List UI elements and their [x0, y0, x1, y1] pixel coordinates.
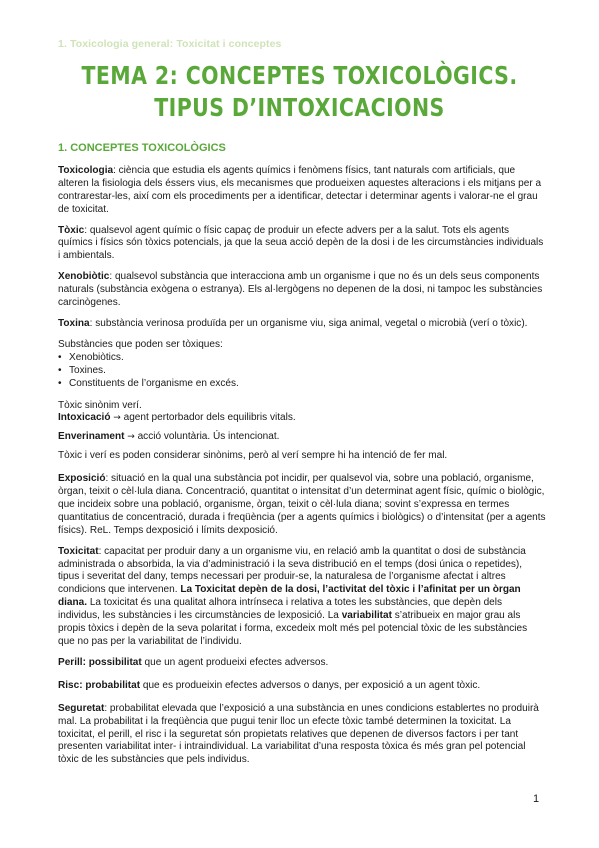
term: Risc: probabilitat [58, 679, 141, 691]
running-header: 1. Toxicologia general: Toxicitat i conceptes [58, 38, 282, 50]
term: Exposició [58, 473, 106, 485]
bold-statement: La Toxicitat depèn de la dosi, l’activitat del tòxic i l’afinitat per un òrgan diana. [58, 584, 521, 609]
bold-term: variabilitat [341, 610, 392, 622]
definition-xenobiotic [58, 271, 546, 310]
page-title [54, 60, 545, 124]
title-line-1: TEMA 2: CONCEPTES TOXICOLÒGICS. [81, 61, 518, 90]
arrow-icon: → [113, 413, 121, 424]
term: Tòxic [58, 224, 85, 236]
section-heading: 1. CONCEPTES TOXICOLÒGICS [58, 142, 226, 154]
definition-toxicitat [58, 546, 546, 649]
definition-text: La toxicitat és una qualitat alhora intrínseca i relativa a totes les substàncies, que depèn dels individus, les substàncies i les circumstàncies de lexposició. La [58, 597, 503, 622]
definition-text: : substància verinosa produïda per un organisme viu, siga animal, vegetal o microbià (verí o tòxic). [89, 317, 528, 329]
definition-text: : qualsevol agent químic o físic capaç de produir un efecte advers per a la salut. Tots els agents químics i físics són tòxics potencials, ja que la seua acció depèn de la dosi i de les circumstàncies individuals i ambientals. [58, 224, 544, 262]
definition-text: : probabilitat elevada que l’exposició a una substància en unes condicions establertes no produirà mal. La probabilitat i la freqüència que pugui tenir lloc un efecte tòxic també determinen la toxicitat. La toxicitat, el perill, el risc i la seguretat són propietats relatives que depenen de diversos factors i per tant presenten variabilitat inter- i intraindividual. La variabilitat d’una resposta tòxica és més gran pel potencial tòxic de les substàncies que pels individus. [58, 702, 539, 766]
term: Toxicitat [58, 545, 99, 557]
list-item: • Constituents de l’organisme en excés. [58, 378, 546, 391]
term: Perill: possibilitat [58, 656, 142, 668]
definition-toxic [58, 225, 546, 264]
term: Intoxicació [58, 412, 111, 424]
definition-text: : ciència que estudia els agents químics i fenòmens físics, tant naturals com artificials, que alteren la fisiologia dels éssers vius, els mecanismes que produeixen aquestes alteracions i els mitjans per a contrarestar-les, així com els procediments per a identificar, detectar i determinar agents i valorar-ne el grau de toxicitat. [58, 164, 542, 215]
term: Seguretat [58, 702, 105, 714]
definition-seguretat [58, 703, 546, 768]
definition-perill [58, 657, 546, 670]
arrow-icon: → [127, 432, 135, 443]
note-text: agent pertorbador dels equilibris vitals. [120, 412, 296, 424]
toxic-substances-intro: Substàncies que poden ser tòxiques: [58, 338, 223, 350]
document-body [58, 142, 546, 775]
synonym-note: Tòxic sinònim verí. [58, 399, 142, 411]
definition-text: : qualsevol substància que interacciona amb un organisme i que no és un dels seus components naturals (substància exògena o estranya). Els al·lergògens no depenen de la dosi, ni tampoc les substàncies carcinògenes. [58, 271, 543, 309]
list-item: • Toxines. [58, 365, 546, 378]
title-line-2: TIPUS D’INTOXICACIONS [154, 93, 445, 122]
definition-text: s’atribueix en major grau als propis tòxics i depèn de la seva polaritat i forma, excedeix molt més pel potencial tòxic de les substàncies que no pas per la variabilitat de l’individu. [58, 610, 528, 647]
toxic-veri-note: Tòxic i verí es poden considerar sinònims, però al verí sempre hi ha intenció de fer mal. [58, 450, 448, 462]
list-item: • Xenobiòtics. [58, 352, 546, 365]
definition-toxicologia [58, 165, 546, 217]
term: Enverinament [58, 431, 125, 443]
enverinament-note [58, 431, 546, 444]
definition-text: : situació en la qual una substància pot incidir, per qualsevol via, sobre una població, organisme, òrgan, teixit o cèl·lula diana. Concentració, quantitat o intensitat d’un determinat agent físic, químic o biològic, que incideix sobre una població, organisme, òrgan, teixit o cèl·lula diana; sovint s’expressa en termes quantitatius de concentració, durada i freqüència (per a agents químics i biològics) o d’intensitat (per a agents físics). ReL. Temps dexposició i límits dexposició. [58, 473, 546, 536]
definition-risc [58, 680, 546, 693]
note-text: acció voluntària. Ús intencionat. [134, 431, 280, 443]
term: Toxina [58, 317, 90, 329]
intoxicacio-note [58, 412, 546, 425]
term: Toxicologia [58, 164, 114, 176]
toxic-substances-list [58, 352, 546, 391]
definition-text: que es produeixin efectes adversos o danys, per exposició a un agent tòxic. [140, 679, 481, 691]
page-number: 1 [533, 793, 540, 805]
definition-text: : capacitat per produir dany a un organisme viu, en relació amb la quantitat o dosi de substància administrada o absorbida, la via d’administració i la seva distribució en el temps (dosi única o repetides), tipus i severitat del dany, temps necessari per produir-se, la naturalesa de l’organisme afectat i altres condicions que intervenen. [58, 545, 526, 596]
definition-text: que un agent produeixi efectes adversos. [141, 656, 329, 668]
definition-toxina [58, 318, 546, 331]
term: Xenobiòtic [58, 271, 110, 283]
definition-exposicio [58, 473, 546, 538]
